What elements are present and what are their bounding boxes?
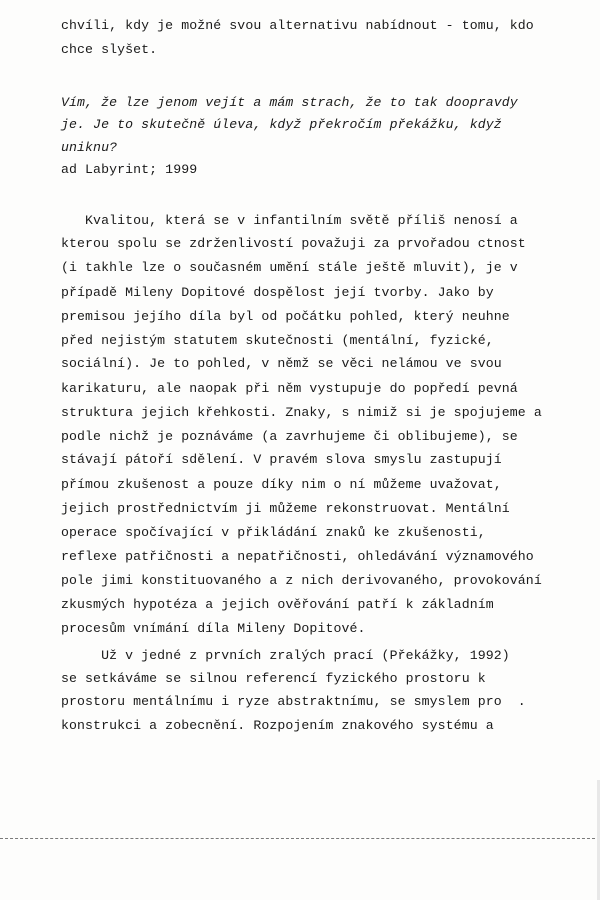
intro-line: chvíli, kdy je možné svou alternativu nabídnout - tomu, kdo bbox=[61, 18, 534, 33]
paragraph-line: jejich prostřednictvím ji můžeme rekonstruovat. Mentální bbox=[61, 501, 510, 516]
paragraph-line: sociální). Je to pohled, v němž se věci nelámou ve svou bbox=[61, 356, 502, 371]
paragraph-line: konstrukci a zobecnění. Rozpojením znakového systému a bbox=[61, 718, 494, 733]
paragraph-line: podle nichž je poznáváme (a zavrhujeme či oblibujeme), se bbox=[61, 429, 518, 444]
quote-source: ad Labyrint; 1999 bbox=[61, 162, 198, 177]
perforation-divider bbox=[0, 838, 600, 839]
paragraph-line: karikaturu, ale naopak při něm vystupuje do popředí pevná bbox=[61, 381, 518, 396]
paragraph-line: se setkáváme se silnou referencí fyzického prostoru k bbox=[61, 671, 486, 686]
paragraph-line: Kvalitou, která se v infantilním světě příliš nenosí a bbox=[61, 213, 518, 228]
paragraph-line: premisou jejího díla byl od počátku pohled, který neuhne bbox=[61, 309, 510, 324]
paragraph-line: operace spočívající v přikládání znaků ke zkušenosti, bbox=[61, 525, 486, 540]
paragraph-line: Už v jedné z prvních zralých prací (Překážky, 1992) bbox=[61, 648, 510, 663]
paragraph-line: stávají pátoří sdělení. V pravém slova smyslu zastupují bbox=[61, 452, 502, 467]
paragraph-line: (i takhle lze o současném umění stále ještě mluvit), je v bbox=[61, 260, 518, 275]
paragraph-line: reflexe patřičnosti a nepatřičnosti, ohledávání významového bbox=[61, 549, 534, 564]
paragraph-line: kterou spolu se zdrženlivostí považuji za prvořadou ctnost bbox=[61, 236, 526, 251]
quote-line: uniknu? bbox=[61, 140, 118, 155]
paragraph-line: struktura jejich křehkosti. Znaky, s nimiž si je spojujeme a bbox=[61, 405, 542, 420]
paragraph-line: před nejistým statutem skutečnosti (mentální, fyzické, bbox=[61, 333, 494, 348]
paragraph-line: zkusmých hypotéza a jejich ověřování patří k základním bbox=[61, 597, 494, 612]
intro-line: chce slyšet. bbox=[61, 42, 158, 57]
paragraph-line: procesům vnímání díla Mileny Dopitové. bbox=[61, 621, 366, 636]
quote-line: je. Je to skutečně úleva, když překročím překážku, když bbox=[61, 117, 502, 132]
quote-line: Vím, že lze jenom vejít a mám strach, že to tak doopravdy bbox=[61, 95, 518, 110]
paragraph-line: případě Mileny Dopitové dospělost její tvorby. Jako by bbox=[61, 285, 494, 300]
paragraph-line: pole jimi konstituovaného a z nich derivovaného, provokování bbox=[61, 573, 542, 588]
paragraph-line: přímou zkušenost a pouze díky nim o ní můžeme uvažovat, bbox=[61, 477, 502, 492]
paragraph-line: prostoru mentálnímu i ryze abstraktnímu, se smyslem pro . bbox=[61, 694, 526, 709]
